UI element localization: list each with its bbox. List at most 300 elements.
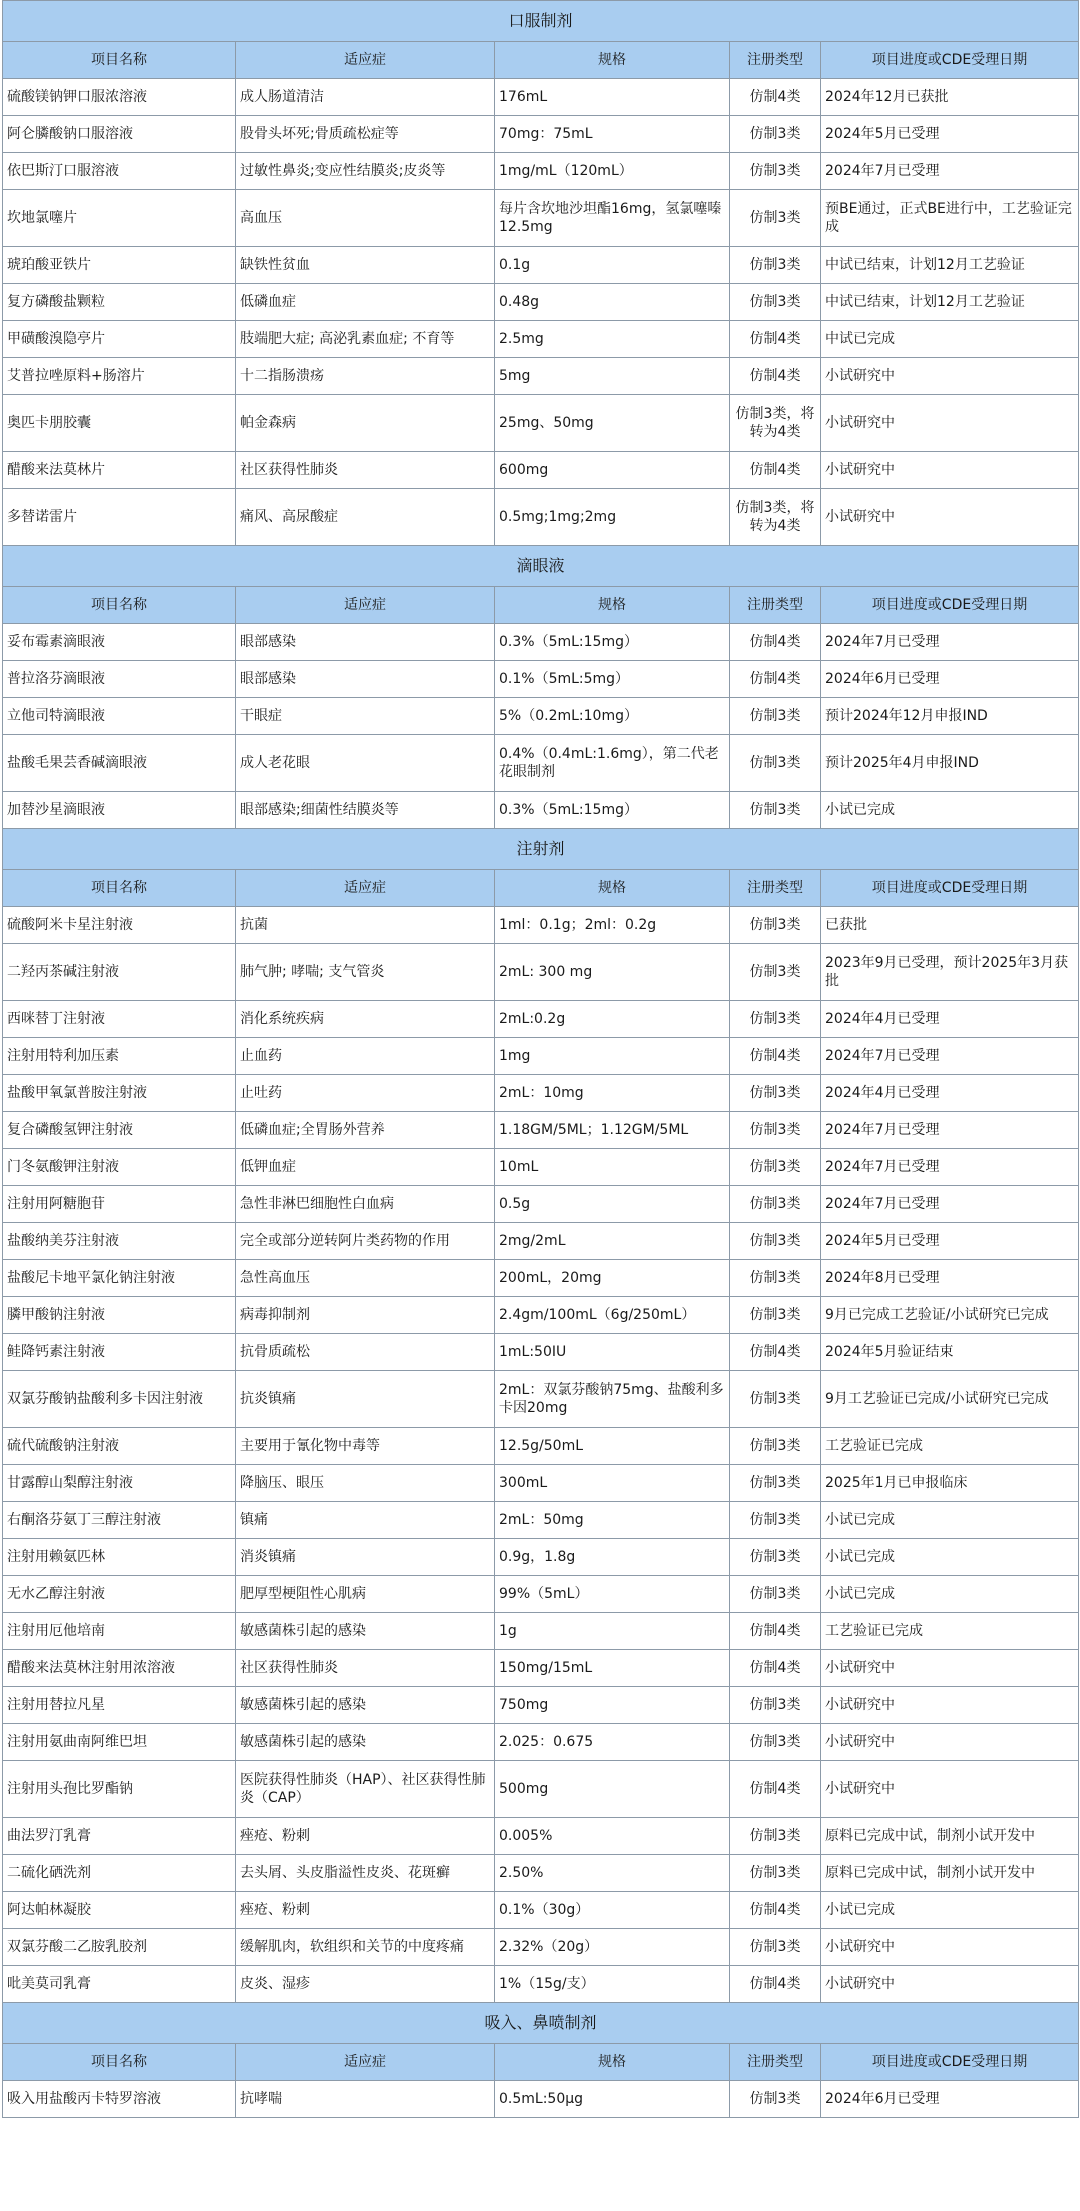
column-header: 注册类型: [730, 42, 821, 79]
cell-type: 仿制3类: [730, 1465, 821, 1502]
cell-indication: 敏感菌株引起的感染: [236, 1613, 495, 1650]
cell-name: 二硫化硒洗剂: [3, 1855, 236, 1892]
column-header: 项目进度或CDE受理日期: [821, 870, 1079, 907]
table-row: [3, 1371, 1079, 1428]
cell-spec: 0.1%（5mL:5mg）: [495, 661, 730, 698]
cell-progress: 小试研究中: [821, 1650, 1079, 1687]
cell-indication: 抗炎镇痛: [236, 1371, 495, 1428]
cell-progress: 2024年7月已受理: [821, 1186, 1079, 1223]
cell-spec: 176mL: [495, 79, 730, 116]
cell-indication: 急性高血压: [236, 1260, 495, 1297]
cell-progress: 小试已完成: [821, 792, 1079, 829]
cell-spec: 2.025：0.675: [495, 1724, 730, 1761]
cell-spec: 2.5mg: [495, 321, 730, 358]
cell-progress: 小试已完成: [821, 1576, 1079, 1613]
table-row: [3, 1650, 1079, 1687]
table-row: [3, 489, 1079, 546]
cell-spec: 每片含坎地沙坦酯16mg，氢氯噻嗪12.5mg: [495, 190, 730, 247]
cell-progress: 2024年5月已受理: [821, 1223, 1079, 1260]
cell-indication: 医院获得性肺炎（HAP）、社区获得性肺炎（CAP）: [236, 1761, 495, 1818]
cell-type: 仿制4类: [730, 358, 821, 395]
table-row: [3, 1260, 1079, 1297]
cell-type: 仿制3类: [730, 698, 821, 735]
cell-indication: 社区获得性肺炎: [236, 1650, 495, 1687]
cell-indication: 抗哮喘: [236, 2081, 495, 2118]
section-header: [3, 2003, 1079, 2044]
cell-indication: 完全或部分逆转阿片类药物的作用: [236, 1223, 495, 1260]
cell-type: 仿制3类: [730, 1001, 821, 1038]
table-row: [3, 321, 1079, 358]
cell-spec: 750mg: [495, 1687, 730, 1724]
column-header: 适应症: [236, 42, 495, 79]
cell-spec: 0.4%（0.4mL:1.6mg），第二代老花眼制剂: [495, 735, 730, 792]
cell-spec: 2.32%（20g）: [495, 1929, 730, 1966]
table-row: [3, 1687, 1079, 1724]
cell-type: 仿制3类: [730, 1502, 821, 1539]
cell-progress: 2023年9月已受理，预计2025年3月获批: [821, 944, 1079, 1001]
table-row: [3, 1892, 1079, 1929]
cell-indication: 过敏性鼻炎;变应性结膜炎;皮炎等: [236, 153, 495, 190]
cell-indication: 缓解肌肉，软组织和关节的中度疼痛: [236, 1929, 495, 1966]
cell-type: 仿制3类: [730, 1818, 821, 1855]
cell-name: 醋酸来法莫林片: [3, 452, 236, 489]
cell-indication: 去头屑、头皮脂溢性皮炎、花斑癣: [236, 1855, 495, 1892]
cell-progress: 2024年5月验证结束: [821, 1334, 1079, 1371]
cell-name: 二羟丙茶碱注射液: [3, 944, 236, 1001]
cell-indication: 敏感菌株引起的感染: [236, 1687, 495, 1724]
cell-progress: 预BE通过，正式BE进行中，工艺验证完成: [821, 190, 1079, 247]
cell-indication: 皮炎、湿疹: [236, 1966, 495, 2003]
section-header: [3, 546, 1079, 587]
cell-name: 盐酸纳美芬注射液: [3, 1223, 236, 1260]
cell-indication: 成人肠道清洁: [236, 79, 495, 116]
cell-name: 双氯芬酸钠盐酸利多卡因注射液: [3, 1371, 236, 1428]
cell-type: 仿制3类: [730, 1687, 821, 1724]
cell-name: 吡美莫司乳膏: [3, 1966, 236, 2003]
cell-spec: 0.005%: [495, 1818, 730, 1855]
cell-type: 仿制3类: [730, 907, 821, 944]
column-header: 项目名称: [3, 587, 236, 624]
cell-name: 多替诺雷片: [3, 489, 236, 546]
cell-progress: 2024年6月已受理: [821, 2081, 1079, 2118]
column-header: 项目进度或CDE受理日期: [821, 2044, 1079, 2081]
table-row: [3, 1149, 1079, 1186]
cell-progress: 小试研究中: [821, 395, 1079, 452]
cell-progress: 中试已完成: [821, 321, 1079, 358]
cell-spec: 1g: [495, 1613, 730, 1650]
cell-spec: 2mL：双氯芬酸钠75mg、盐酸利多卡因20mg: [495, 1371, 730, 1428]
cell-indication: 肢端肥大症; 高泌乳素血症; 不育等: [236, 321, 495, 358]
table-row: [3, 395, 1079, 452]
cell-name: 双氯芬酸二乙胺乳胶剂: [3, 1929, 236, 1966]
cell-indication: 高血压: [236, 190, 495, 247]
cell-indication: 干眼症: [236, 698, 495, 735]
cell-progress: 小试研究中: [821, 1966, 1079, 2003]
cell-type: 仿制4类: [730, 1966, 821, 2003]
cell-spec: 1%（15g/支）: [495, 1966, 730, 2003]
cell-spec: 2mg/2mL: [495, 1223, 730, 1260]
cell-indication: 抗菌: [236, 907, 495, 944]
cell-type: 仿制3类: [730, 1223, 821, 1260]
cell-spec: 0.9g，1.8g: [495, 1539, 730, 1576]
cell-type: 仿制3类: [730, 1576, 821, 1613]
cell-progress: 小试已完成: [821, 1539, 1079, 1576]
cell-name: 艾普拉唑原料+肠溶片: [3, 358, 236, 395]
cell-name: 注射用特利加压素: [3, 1038, 236, 1075]
table-row: [3, 624, 1079, 661]
cell-type: 仿制3类: [730, 1297, 821, 1334]
table-row: [3, 1223, 1079, 1260]
cell-type: 仿制3类，将转为4类: [730, 489, 821, 546]
cell-indication: 止血药: [236, 1038, 495, 1075]
cell-name: 琥珀酸亚铁片: [3, 247, 236, 284]
cell-progress: 2025年1月已申报临床: [821, 1465, 1079, 1502]
cell-type: 仿制3类: [730, 284, 821, 321]
cell-type: 仿制3类: [730, 1724, 821, 1761]
cell-spec: 1mL:50IU: [495, 1334, 730, 1371]
table-row: [3, 1502, 1079, 1539]
cell-name: 甘露醇山梨醇注射液: [3, 1465, 236, 1502]
cell-progress: 已获批: [821, 907, 1079, 944]
table-row: [3, 661, 1079, 698]
cell-spec: 300mL: [495, 1465, 730, 1502]
cell-progress: 预计2024年12月申报IND: [821, 698, 1079, 735]
table-row: [3, 153, 1079, 190]
cell-name: 鲑降钙素注射液: [3, 1334, 236, 1371]
table-row: [3, 1112, 1079, 1149]
cell-indication: 痤疮、粉刺: [236, 1818, 495, 1855]
cell-name: 西咪替丁注射液: [3, 1001, 236, 1038]
cell-spec: 0.48g: [495, 284, 730, 321]
cell-indication: 成人老花眼: [236, 735, 495, 792]
cell-spec: 2mL:0.2g: [495, 1001, 730, 1038]
cell-spec: 0.1g: [495, 247, 730, 284]
cell-progress: 中试已结束，计划12月工艺验证: [821, 284, 1079, 321]
cell-spec: 5%（0.2mL:10mg）: [495, 698, 730, 735]
cell-spec: 500mg: [495, 1761, 730, 1818]
cell-name: 盐酸甲氧氯普胺注射液: [3, 1075, 236, 1112]
cell-indication: 眼部感染: [236, 661, 495, 698]
column-header: 规格: [495, 587, 730, 624]
cell-name: 右酮洛芬氨丁三醇注射液: [3, 1502, 236, 1539]
cell-progress: 小试研究中: [821, 452, 1079, 489]
table-row: [3, 1855, 1079, 1892]
cell-name: 盐酸尼卡地平氯化钠注射液: [3, 1260, 236, 1297]
table-row: [3, 1334, 1079, 1371]
table-row: [3, 1428, 1079, 1465]
cell-type: 仿制3类: [730, 2081, 821, 2118]
table-row: [3, 1465, 1079, 1502]
cell-progress: 2024年7月已受理: [821, 153, 1079, 190]
cell-spec: 0.5mL:50μg: [495, 2081, 730, 2118]
table-row: [3, 1576, 1079, 1613]
cell-indication: 眼部感染;细菌性结膜炎等: [236, 792, 495, 829]
cell-indication: 消炎镇痛: [236, 1539, 495, 1576]
cell-indication: 低钾血症: [236, 1149, 495, 1186]
column-header: 项目进度或CDE受理日期: [821, 42, 1079, 79]
table-row: [3, 907, 1079, 944]
cell-indication: 低磷血症;全胃肠外营养: [236, 1112, 495, 1149]
cell-name: 注射用头孢比罗酯钠: [3, 1761, 236, 1818]
table-row: [3, 735, 1079, 792]
cell-type: 仿制3类: [730, 247, 821, 284]
cell-name: 注射用阿糖胞苷: [3, 1186, 236, 1223]
cell-type: 仿制3类: [730, 1539, 821, 1576]
table-row: [3, 1724, 1079, 1761]
cell-type: 仿制3类: [730, 153, 821, 190]
cell-type: 仿制4类: [730, 1334, 821, 1371]
cell-progress: 2024年8月已受理: [821, 1260, 1079, 1297]
cell-name: 注射用替拉凡星: [3, 1687, 236, 1724]
cell-name: 无水乙醇注射液: [3, 1576, 236, 1613]
cell-indication: 痛风、高尿酸症: [236, 489, 495, 546]
section-header: [3, 1, 1079, 42]
cell-spec: 2mL：10mg: [495, 1075, 730, 1112]
column-header: 项目进度或CDE受理日期: [821, 587, 1079, 624]
table-row: [3, 1761, 1079, 1818]
cell-progress: 9月已完成工艺验证/小试研究已完成: [821, 1297, 1079, 1334]
cell-name: 阿达帕林凝胶: [3, 1892, 236, 1929]
column-header: 注册类型: [730, 870, 821, 907]
table-row: [3, 284, 1079, 321]
cell-indication: 社区获得性肺炎: [236, 452, 495, 489]
table-row: [3, 1929, 1079, 1966]
table-row: [3, 698, 1079, 735]
table-row: [3, 1966, 1079, 2003]
cell-spec: 0.3%（5mL:15mg）: [495, 792, 730, 829]
cell-name: 复方磷酸盐颗粒: [3, 284, 236, 321]
cell-spec: 1mg: [495, 1038, 730, 1075]
cell-indication: 十二指肠溃疡: [236, 358, 495, 395]
cell-spec: 600mg: [495, 452, 730, 489]
cell-spec: 0.3%（5mL:15mg）: [495, 624, 730, 661]
table-row: [3, 358, 1079, 395]
column-header-row: [3, 42, 1079, 79]
cell-progress: 工艺验证已完成: [821, 1613, 1079, 1650]
cell-type: 仿制3类: [730, 1260, 821, 1297]
table-row: [3, 79, 1079, 116]
column-header: 项目名称: [3, 2044, 236, 2081]
table-row: [3, 2081, 1079, 2118]
cell-type: 仿制3类: [730, 1929, 821, 1966]
cell-progress: 小试研究中: [821, 1929, 1079, 1966]
cell-indication: 低磷血症: [236, 284, 495, 321]
table-row: [3, 1818, 1079, 1855]
section-title: 注射剂: [3, 829, 1079, 870]
cell-progress: 中试已结束，计划12月工艺验证: [821, 247, 1079, 284]
cell-indication: 急性非淋巴细胞性白血病: [236, 1186, 495, 1223]
cell-name: 膦甲酸钠注射液: [3, 1297, 236, 1334]
cell-spec: 2mL：50mg: [495, 1502, 730, 1539]
cell-name: 阿仑膦酸钠口服溶液: [3, 116, 236, 153]
cell-progress: 工艺验证已完成: [821, 1428, 1079, 1465]
cell-type: 仿制3类: [730, 735, 821, 792]
table-row: [3, 452, 1079, 489]
cell-spec: 150mg/15mL: [495, 1650, 730, 1687]
cell-type: 仿制3类: [730, 1112, 821, 1149]
cell-indication: 消化系统疾病: [236, 1001, 495, 1038]
cell-spec: 2.4gm/100mL（6g/250mL）: [495, 1297, 730, 1334]
column-header: 适应症: [236, 587, 495, 624]
cell-spec: 0.5mg;1mg;2mg: [495, 489, 730, 546]
cell-type: 仿制3类: [730, 1428, 821, 1465]
cell-progress: 小试研究中: [821, 1687, 1079, 1724]
cell-type: 仿制4类: [730, 1761, 821, 1818]
table-row: [3, 1539, 1079, 1576]
table-row: [3, 1075, 1079, 1112]
cell-name: 注射用赖氨匹林: [3, 1539, 236, 1576]
cell-progress: 小试研究中: [821, 1724, 1079, 1761]
column-header: 规格: [495, 870, 730, 907]
cell-name: 盐酸毛果芸香碱滴眼液: [3, 735, 236, 792]
cell-name: 醋酸来法莫林注射用浓溶液: [3, 1650, 236, 1687]
cell-indication: 缺铁性贫血: [236, 247, 495, 284]
cell-name: 复合磷酸氢钾注射液: [3, 1112, 236, 1149]
column-header: 注册类型: [730, 2044, 821, 2081]
table-row: [3, 1613, 1079, 1650]
section-title: 滴眼液: [3, 546, 1079, 587]
column-header: 项目名称: [3, 42, 236, 79]
cell-name: 奥匹卡朋胶囊: [3, 395, 236, 452]
cell-progress: 小试研究中: [821, 358, 1079, 395]
cell-progress: 预计2025年4月申报IND: [821, 735, 1079, 792]
cell-type: 仿制3类: [730, 1186, 821, 1223]
cell-progress: 原料已完成中试，制剂小试开发中: [821, 1818, 1079, 1855]
cell-spec: 1ml：0.1g；2ml：0.2g: [495, 907, 730, 944]
table-row: [3, 1186, 1079, 1223]
cell-spec: 10mL: [495, 1149, 730, 1186]
cell-progress: 2024年4月已受理: [821, 1075, 1079, 1112]
cell-spec: 2mL: 300 mg: [495, 944, 730, 1001]
table-row: [3, 1038, 1079, 1075]
cell-spec: 12.5g/50mL: [495, 1428, 730, 1465]
cell-type: 仿制3类: [730, 1371, 821, 1428]
cell-spec: 0.1%（30g）: [495, 1892, 730, 1929]
cell-indication: 止吐药: [236, 1075, 495, 1112]
cell-type: 仿制4类: [730, 1650, 821, 1687]
cell-type: 仿制4类: [730, 1892, 821, 1929]
cell-type: 仿制4类: [730, 624, 821, 661]
cell-indication: 敏感菌株引起的感染: [236, 1724, 495, 1761]
cell-indication: 股骨头坏死;骨质疏松症等: [236, 116, 495, 153]
cell-type: 仿制4类: [730, 661, 821, 698]
cell-name: 依巴斯汀口服溶液: [3, 153, 236, 190]
cell-indication: 病毒抑制剂: [236, 1297, 495, 1334]
cell-indication: 镇痛: [236, 1502, 495, 1539]
column-header: 适应症: [236, 870, 495, 907]
cell-indication: 降脑压、眼压: [236, 1465, 495, 1502]
cell-name: 硫酸阿米卡星注射液: [3, 907, 236, 944]
cell-name: 注射用厄他培南: [3, 1613, 236, 1650]
cell-type: 仿制3类: [730, 190, 821, 247]
cell-spec: 1.18GM/5ML；1.12GM/5ML: [495, 1112, 730, 1149]
cell-progress: 小试研究中: [821, 489, 1079, 546]
cell-name: 硫酸镁钠钾口服浓溶液: [3, 79, 236, 116]
column-header-row: [3, 2044, 1079, 2081]
cell-progress: 2024年7月已受理: [821, 1112, 1079, 1149]
cell-type: 仿制3类，将转为4类: [730, 395, 821, 452]
column-header: 项目名称: [3, 870, 236, 907]
cell-type: 仿制3类: [730, 944, 821, 1001]
table-row: [3, 1297, 1079, 1334]
cell-spec: 70mg：75mL: [495, 116, 730, 153]
cell-indication: 主要用于氰化物中毒等: [236, 1428, 495, 1465]
cell-type: 仿制4类: [730, 1613, 821, 1650]
cell-progress: 2024年6月已受理: [821, 661, 1079, 698]
cell-spec: 25mg、50mg: [495, 395, 730, 452]
cell-name: 立他司特滴眼液: [3, 698, 236, 735]
cell-progress: 2024年7月已受理: [821, 1038, 1079, 1075]
cell-progress: 2024年12月已获批: [821, 79, 1079, 116]
cell-progress: 原料已完成中试，制剂小试开发中: [821, 1855, 1079, 1892]
table-row: [3, 1001, 1079, 1038]
cell-type: 仿制3类: [730, 792, 821, 829]
cell-spec: 5mg: [495, 358, 730, 395]
cell-indication: 痤疮、粉刺: [236, 1892, 495, 1929]
cell-progress: 小试已完成: [821, 1892, 1079, 1929]
table-row: [3, 116, 1079, 153]
table-row: [3, 792, 1079, 829]
cell-indication: 肥厚型梗阻性心肌病: [236, 1576, 495, 1613]
section-header: [3, 829, 1079, 870]
cell-name: 妥布霉素滴眼液: [3, 624, 236, 661]
cell-type: 仿制3类: [730, 1855, 821, 1892]
cell-progress: 小试已完成: [821, 1502, 1079, 1539]
cell-progress: 9月工艺验证已完成/小试研究已完成: [821, 1371, 1079, 1428]
table-row: [3, 944, 1079, 1001]
column-header-row: [3, 587, 1079, 624]
cell-name: 硫代硫酸钠注射液: [3, 1428, 236, 1465]
cell-type: 仿制4类: [730, 1038, 821, 1075]
cell-indication: 肺气肿; 哮喘; 支气管炎: [236, 944, 495, 1001]
column-header: 规格: [495, 42, 730, 79]
cell-indication: 帕金森病: [236, 395, 495, 452]
cell-name: 甲磺酸溴隐亭片: [3, 321, 236, 358]
product-pipeline-table: [2, 0, 1079, 2118]
cell-type: 仿制4类: [730, 79, 821, 116]
table-row: [3, 247, 1079, 284]
table-row: [3, 190, 1079, 247]
cell-spec: 0.5g: [495, 1186, 730, 1223]
column-header: 适应症: [236, 2044, 495, 2081]
column-header-row: [3, 870, 1079, 907]
cell-progress: 2024年5月已受理: [821, 116, 1079, 153]
cell-indication: 眼部感染: [236, 624, 495, 661]
cell-name: 普拉洛芬滴眼液: [3, 661, 236, 698]
column-header: 规格: [495, 2044, 730, 2081]
cell-progress: 2024年7月已受理: [821, 1149, 1079, 1186]
cell-name: 加替沙星滴眼液: [3, 792, 236, 829]
cell-name: 曲法罗汀乳膏: [3, 1818, 236, 1855]
cell-progress: 小试研究中: [821, 1761, 1079, 1818]
cell-spec: 200mL，20mg: [495, 1260, 730, 1297]
cell-name: 门冬氨酸钾注射液: [3, 1149, 236, 1186]
cell-progress: 2024年7月已受理: [821, 624, 1079, 661]
cell-spec: 2.50%: [495, 1855, 730, 1892]
cell-progress: 2024年4月已受理: [821, 1001, 1079, 1038]
section-title: 吸入、鼻喷制剂: [3, 2003, 1079, 2044]
cell-name: 坎地氯噻片: [3, 190, 236, 247]
cell-name: 注射用氨曲南阿维巴坦: [3, 1724, 236, 1761]
cell-name: 吸入用盐酸丙卡特罗溶液: [3, 2081, 236, 2118]
section-title: 口服制剂: [3, 1, 1079, 42]
cell-spec: 99%（5mL）: [495, 1576, 730, 1613]
cell-type: 仿制4类: [730, 321, 821, 358]
cell-spec: 1mg/mL（120mL）: [495, 153, 730, 190]
cell-type: 仿制3类: [730, 116, 821, 153]
cell-type: 仿制3类: [730, 1075, 821, 1112]
cell-type: 仿制3类: [730, 1149, 821, 1186]
